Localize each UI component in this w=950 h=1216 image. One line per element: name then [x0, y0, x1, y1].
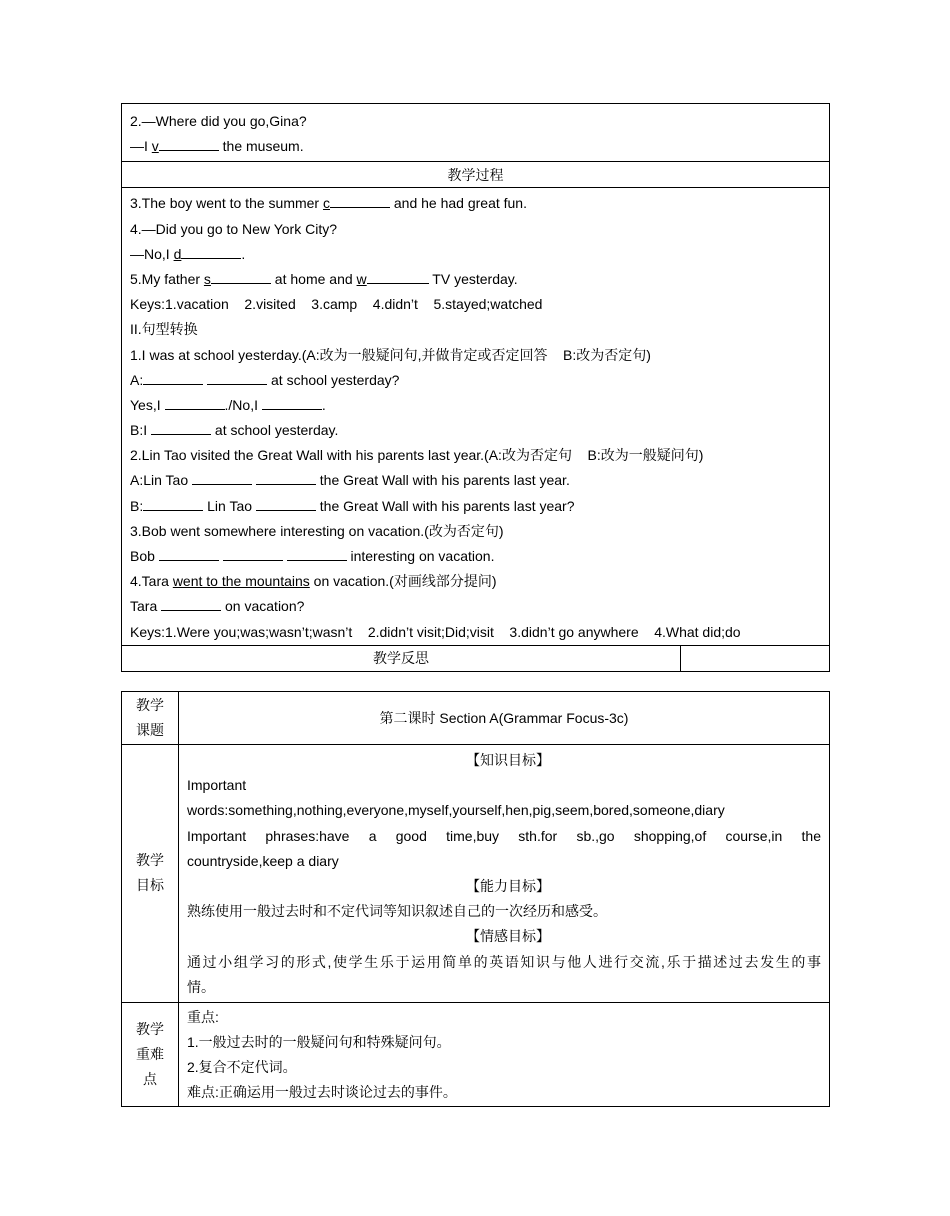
goal-line: 熟练使用一般过去时和不定代词等知识叙述自己的一次经历和感受。 [187, 903, 607, 920]
answer-blank [367, 268, 429, 284]
answer-keys: Keys:1.Were you;was;wasn’t;wasn’t 2.didn’t visit;Did;visit 3.didn’t go anywhere 4.What did;do [130, 623, 741, 640]
exercise-line: A:Lin Tao the Great Wall with his parents last year. [122, 468, 829, 493]
answer-blank [256, 495, 316, 511]
key-point-line: 2.复合不定代词。 [187, 1059, 297, 1076]
section-title: II.句型转换 [130, 321, 198, 338]
answer-blank [287, 545, 347, 561]
answer-blank [192, 469, 252, 485]
reflection-cell [681, 646, 829, 671]
exercise-body-row [122, 188, 829, 645]
exercise-line: Bob interesting on vacation. [122, 544, 829, 569]
goals-content [179, 745, 829, 1002]
exercise-line: 5.My father s at home and w TV yesterday. [122, 267, 829, 292]
goal-line: Important phrases:have a good time,buy sth.for sb.,go shopping,of course,in the [187, 827, 821, 844]
goal-line: 通过小组学习的形式,使学生乐于运用简单的英语知识与他人进行交流,乐于描述过去发生的事 [187, 953, 821, 970]
exercise-line: B: Lin Tao the Great Wall with his parents last year? [122, 494, 829, 519]
exercise-line: —No,I d . [122, 242, 829, 267]
answer-blank [143, 495, 203, 511]
key-points-row [122, 1003, 829, 1106]
answer-keys: Keys:1.vacation 2.visited 3.camp 4.didn’t 5.stayed;watched [130, 296, 543, 313]
section-header-teaching-process: 教学过程 [122, 162, 829, 188]
reflection-label: 教学反思 [122, 646, 681, 671]
answer-blank [161, 595, 221, 611]
topic-value: 第二课时 Section A(Grammar Focus-3c) [379, 710, 629, 726]
key-point-line: 重点: [187, 1008, 219, 1025]
key-point-line: 1.一般过去时的一般疑问句和特殊疑问句。 [187, 1034, 451, 1051]
answer-blank [143, 369, 203, 385]
exercise-line: Tara on vacation? [122, 594, 829, 619]
exercise-line: 3.The boy went to the summer c and he had great fun. [122, 191, 829, 216]
answer-blank [211, 268, 271, 284]
exercise-line: 1.I was at school yesterday.(A:改为一般疑问句,并做肯定或否定回答 B:改为否定句) [130, 346, 651, 363]
key-points-label: 教学 重难 点 [122, 1003, 179, 1106]
ability-goal-header: 【能力目标】 [466, 877, 550, 894]
goal-line: Important [187, 777, 247, 794]
answer-blank [256, 469, 316, 485]
answer-blank [262, 394, 322, 410]
exercise-line: 2.Lin Tao visited the Great Wall with his parents last year.(A:改为否定句 B:改为一般疑问句) [130, 447, 704, 464]
emotion-goal-header: 【情感目标】 [466, 928, 550, 945]
answer-blank [165, 394, 225, 410]
answer-blank [159, 135, 219, 151]
answer-blank [159, 545, 219, 561]
goals-label: 教学 目标 [122, 745, 179, 1002]
answer-blank [151, 419, 211, 435]
exercise-line: —I v the museum. [122, 134, 829, 159]
exercise-line: 4.—Did you go to New York City? [130, 220, 337, 237]
exercise-continuation-row [122, 104, 829, 162]
lesson-plan-table [121, 691, 830, 1107]
exercise-line: A: at school yesterday? [122, 368, 829, 393]
answer-blank [330, 192, 390, 208]
lesson-process-table [121, 103, 830, 672]
goal-line: 情。 [187, 978, 215, 995]
topic-label: 教学 课题 [122, 692, 179, 744]
exercise-line: B:I at school yesterday. [122, 418, 829, 443]
key-points-content [179, 1003, 829, 1106]
exercise-line: 2.—Where did you go,Gina? [130, 113, 307, 129]
goal-line: words:something,nothing,everyone,myself,yourself,hen,pig,seem,bored,someone,diary [187, 802, 725, 819]
exercise-line: 3.Bob went somewhere interesting on vacation.(改为否定句) [130, 522, 504, 539]
exercise-line: 4.Tara went to the mountains on vacation.(对画线部分提问) [130, 573, 497, 590]
difficulty-line: 难点:正确运用一般过去时谈论过去的事件。 [187, 1084, 457, 1101]
exercise-line: Yes,I ./No,I . [122, 393, 829, 418]
goals-row [122, 745, 829, 1003]
knowledge-goal-header: 【知识目标】 [466, 752, 550, 768]
answer-blank [181, 243, 241, 259]
answer-blank [207, 369, 267, 385]
answer-blank [223, 545, 283, 561]
reflection-row [122, 646, 829, 671]
topic-row [122, 692, 829, 745]
goal-line: countryside,keep a diary [187, 852, 339, 869]
